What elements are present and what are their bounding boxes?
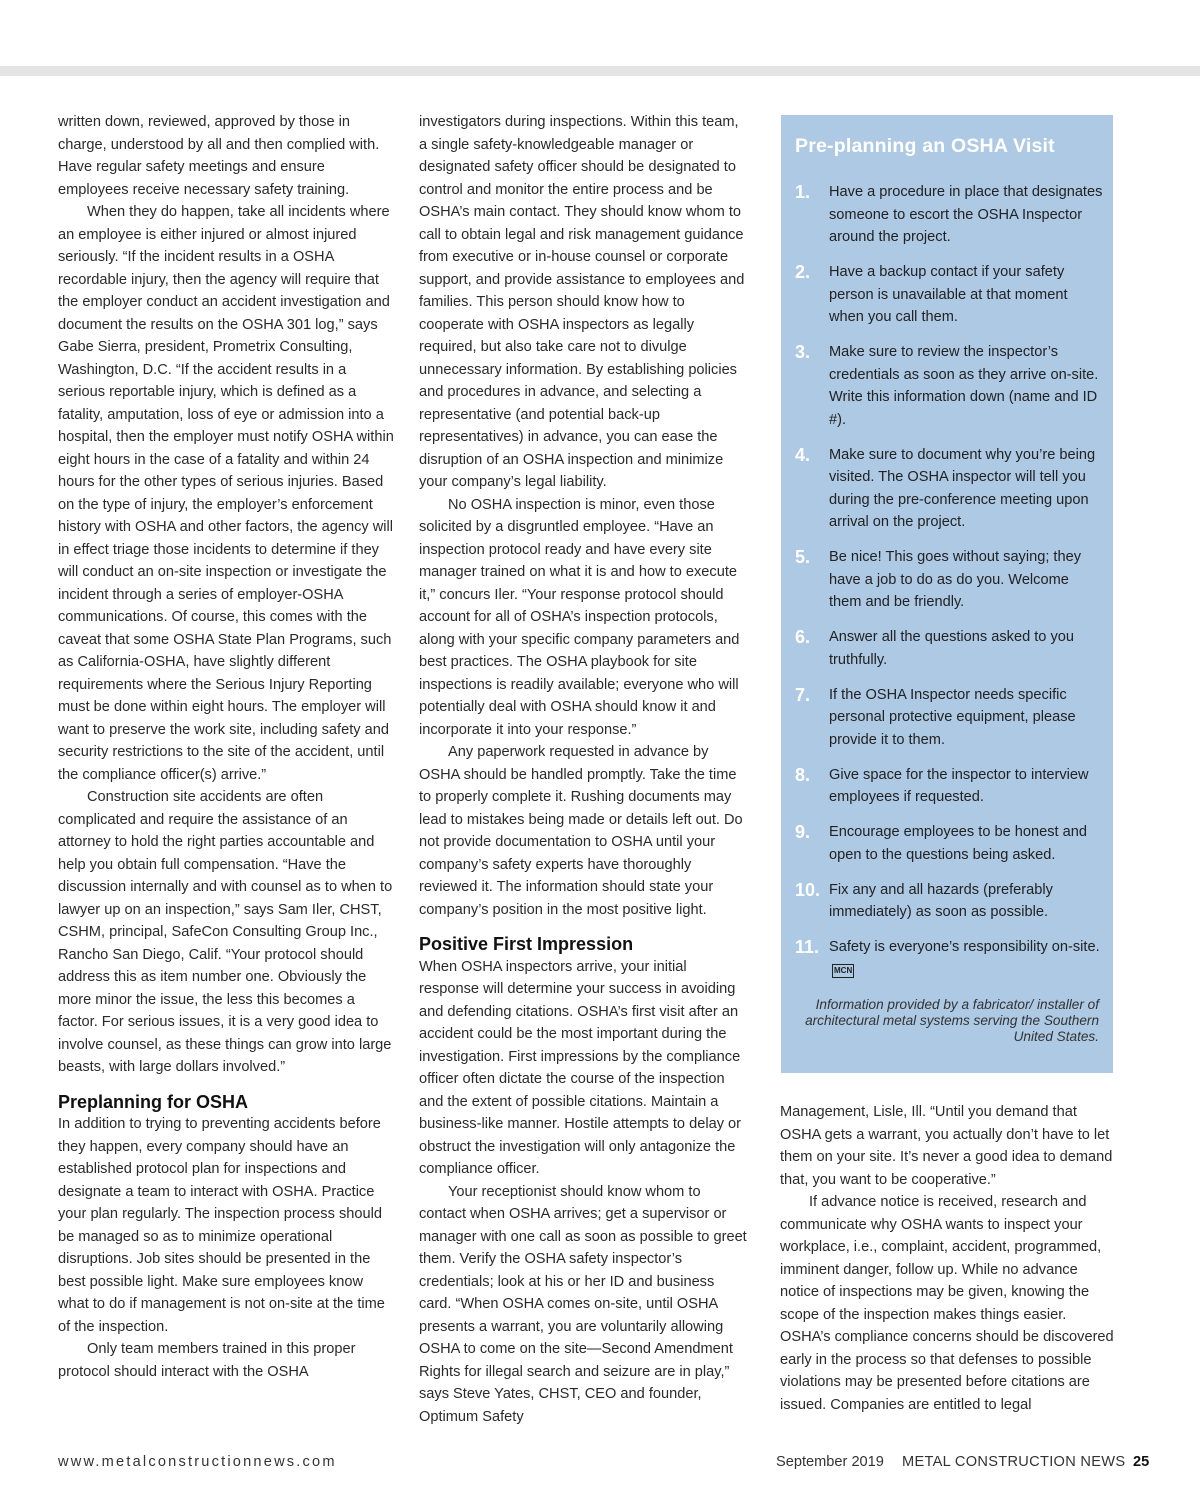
mcn-end-logo-icon: MCN <box>832 964 854 978</box>
list-item-text: Give space for the inspector to interview employees if requested. <box>829 766 1089 805</box>
list-number: 7. <box>795 684 811 705</box>
body-paragraph: Construction site accidents are often complicated and require the assistance of an attorney to hold the right parties accountable and help you obtain full compensation. “Have the discussion internally and with counsel as to when to lawyer up on an inspection,” says Sam Iler, CHST, CSHM, principal, SafeCon Consulting Group Inc., Rancho San Diego, Calif. “Your protocol should address this as item number one. Obviously the more minor the issue, the less this becomes a factor. For serious issues, it is a very good idea to involve counsel, as these things can grow into large beasts, with large dollars involved.” <box>58 789 393 1075</box>
body-paragraph: investigators during inspections. Within this team, a single safety-knowledgeable manager or designated safety officer should be designated to control and monitor the entire process and be OSHA’s main contact. They should know whom to call to obtain legal and risk management guidance from executive or in-house counsel or corporate support, and provide assistance to employees and families. This person should know how to cooperate with OSHA inspectors as legally required, but also take care not to divulge unnecessary information. By establishing policies and procedures in advance, and selecting a representative (and potential back-up representatives) in advance, you can ease the disruption of an OSHA inspection and minimize your company’s legal liability. <box>419 114 745 490</box>
body-paragraph: Management, Lisle, Ill. “Until you demand that OSHA gets a warrant, you actually don’t have to let them on your site. It’s never a good idea to demand that, you want to be cooperative.” <box>780 1104 1113 1188</box>
body-paragraph: In addition to trying to preventing accidents before they happen, every company should have an established protocol plan for inspections and designate a team to interact with OSHA. Practice your plan regularly. The inspection process should be managed so as to minimize operational disruptions. Job sites should be presented in the best possible light. Make sure employees know what to do if management is not on-site at the time of the inspection. <box>58 1116 385 1335</box>
list-number: 11. <box>795 937 820 957</box>
sidebar-list-item <box>795 764 1103 809</box>
sidebar-list-item <box>795 879 1103 924</box>
section-heading: Positive First Impression <box>419 934 634 954</box>
footer-date: September 2019 <box>776 1454 884 1470</box>
article-column-3 <box>780 1101 1116 1416</box>
article-column-2 <box>419 111 749 1428</box>
body-paragraph: When they do happen, take all incidents where an employee is either injured or almost injured seriously. “If the incident results in a OSHA recordable injury, then the agency will require that the employer conduct an accident investigation and document the results on the OSHA 301 log,” says Gabe Sierra, president, Prometrix Consulting, Washington, D.C. “If the accident results in a serious reportable injury, which is defined as a fatality, amputation, loss of eye or admission into a hospital, then the employer must notify OSHA within eight hours in the case of a fatality and within 24 hours for the other types of serious injuries. Based on the type of injury, the employer’s enforcement history with OSHA and other factors, the agency will in effect triage those incidents to determine if they will conduct an on-site inspection or investigate the incident through a series of employer-OSHA communications. Of course, this comes with the caveat that some OSHA State Plan Programs, such as California-OSHA, have slightly different requirements where the Serious Injury Reporting must be done within eight hours. The employer will want to preserve the work site, including safety and security restrictions to the site of the accident, until the compliance officer(s) arrive.” <box>58 204 394 783</box>
sidebar-title: Pre-planning an OSHA Visit <box>795 135 1055 157</box>
sidebar-list-item <box>795 444 1103 534</box>
body-paragraph: No OSHA inspection is minor, even those solicited by a disgruntled employee. “Have an inspection protocol ready and have every site manager trained on what it is and how to execute it,” concurs Iler. “Your response protocol should account for all of OSHA’s inspection protocols, along with your specific company parameters and best practices. The OSHA playbook for site inspections is readily available; everyone who will potentially deal with OSHA should know it and incorporate it into your response.” <box>419 496 740 738</box>
list-number: 5. <box>795 547 811 567</box>
footer-url[interactable]: www.metalconstructionnews.com <box>58 1454 337 1470</box>
list-number: 3. <box>795 342 811 362</box>
article-column-1 <box>58 111 396 1383</box>
body-paragraph: Any paperwork requested in advance by OSHA should be handled promptly. Take the time to properly complete it. Rushing documents may lead to mistakes being made or details left out. Do not provide documentation to OSHA until your company’s safety experts have thoroughly reviewed it. The information should state your company’s position in the most positive light. <box>419 744 743 918</box>
sidebar-list-item <box>795 626 1103 671</box>
list-item-text: Answer all the questions asked to you truthfully. <box>829 629 1074 668</box>
list-number: 8. <box>795 764 811 785</box>
body-paragraph: Only team members trained in this proper protocol should interact with the OSHA <box>58 1341 356 1380</box>
sidebar-credit: Information provided by a fabricator/ installer of architectural metal systems serving the Southern United States. <box>805 997 1099 1044</box>
sidebar-list-item <box>795 936 1103 981</box>
list-number: 10. <box>795 879 821 900</box>
top-gray-bar <box>0 66 1200 76</box>
list-number: 6. <box>795 627 811 647</box>
sidebar-list-item <box>795 546 1103 614</box>
list-item-text: Fix any and all hazards (preferably immediately) as soon as possible. <box>829 881 1053 920</box>
body-paragraph: written down, reviewed, approved by those in charge, understood by all and then complied with. Have regular safety meetings and ensure employees receive necessary safety training. <box>58 114 380 198</box>
list-number: 9. <box>795 822 811 842</box>
list-item-text: Encourage employees to be honest and open to the questions being asked. <box>829 824 1088 863</box>
footer-magazine-name: METAL CONSTRUCTION NEWS <box>902 1454 1126 1470</box>
sidebar-list <box>795 181 1103 994</box>
list-item-text: If the OSHA Inspector needs specific personal protective equipment, please provide it to them. <box>829 686 1076 748</box>
body-paragraph: If advance notice is received, research and communicate why OSHA wants to inspect your workplace, i.e., complaint, accident, programmed, imminent danger, follow up. While no advance notice of inspections may be given, knowing the scope of the inspection makes things easier. OSHA’s compliance concerns should be discovered early in the process so that defenses to possible violations may be presented before citations are issued. Companies are entitled to legal <box>780 1194 1114 1413</box>
body-paragraph: When OSHA inspectors arrive, your initial response will determine your success in avoiding and defending citations. OSHA’s first visit after an accident could be the most important during the investigation. First impressions by the compliance officer often dictate the course of the inspection and the extent of possible citations. Maintain a business-like manner. Hostile attempts to delay or obstruct the investigation will only antagonize the compliance officer. <box>419 958 742 1177</box>
list-item-text: Have a procedure in place that designates someone to escort the OSHA Inspector around the project. <box>829 184 1103 245</box>
list-number: 4. <box>795 444 811 465</box>
list-item-text: Be nice! This goes without saying; they have a job to do as do you. Welcome them and be friendly. <box>829 549 1082 610</box>
list-item-text: Safety is everyone’s responsibility on-site. <box>829 939 1100 955</box>
sidebar-list-item <box>795 181 1103 249</box>
sidebar-list-item <box>795 821 1103 866</box>
list-number: 2. <box>795 262 811 282</box>
list-item-text: Make sure to review the inspector’s credentials as soon as they arrive on-site. Write this information down (name and ID #). <box>829 344 1099 428</box>
page-number: 25 <box>1133 1454 1150 1470</box>
list-number: 1. <box>795 182 811 202</box>
list-item-text: Make sure to document why you’re being visited. The OSHA inspector will tell you during the pre-conference meeting upon arrival on the project. <box>829 446 1096 530</box>
sidebar-box <box>781 115 1113 1073</box>
list-item-text: Have a backup contact if your safety person is unavailable at that moment when you call them. <box>829 264 1068 325</box>
sidebar-list-item <box>795 261 1103 329</box>
sidebar-list-item <box>795 684 1103 752</box>
body-paragraph: Your receptionist should know whom to contact when OSHA arrives; get a supervisor or manager with one call as soon as possible to greet them. Verify the OSHA safety inspector’s credentials; look at his or her ID and business card. “When OSHA comes on-site, until OSHA presents a warrant, you are voluntarily allowing OSHA to come on the site—Second Amendment Rights for illegal search and seizure are in play,” says Steve Yates, CHST, CEO and founder, Optimum Safety <box>419 1183 747 1425</box>
sidebar-list-item <box>795 341 1103 431</box>
section-heading: Preplanning for OSHA <box>58 1091 249 1112</box>
